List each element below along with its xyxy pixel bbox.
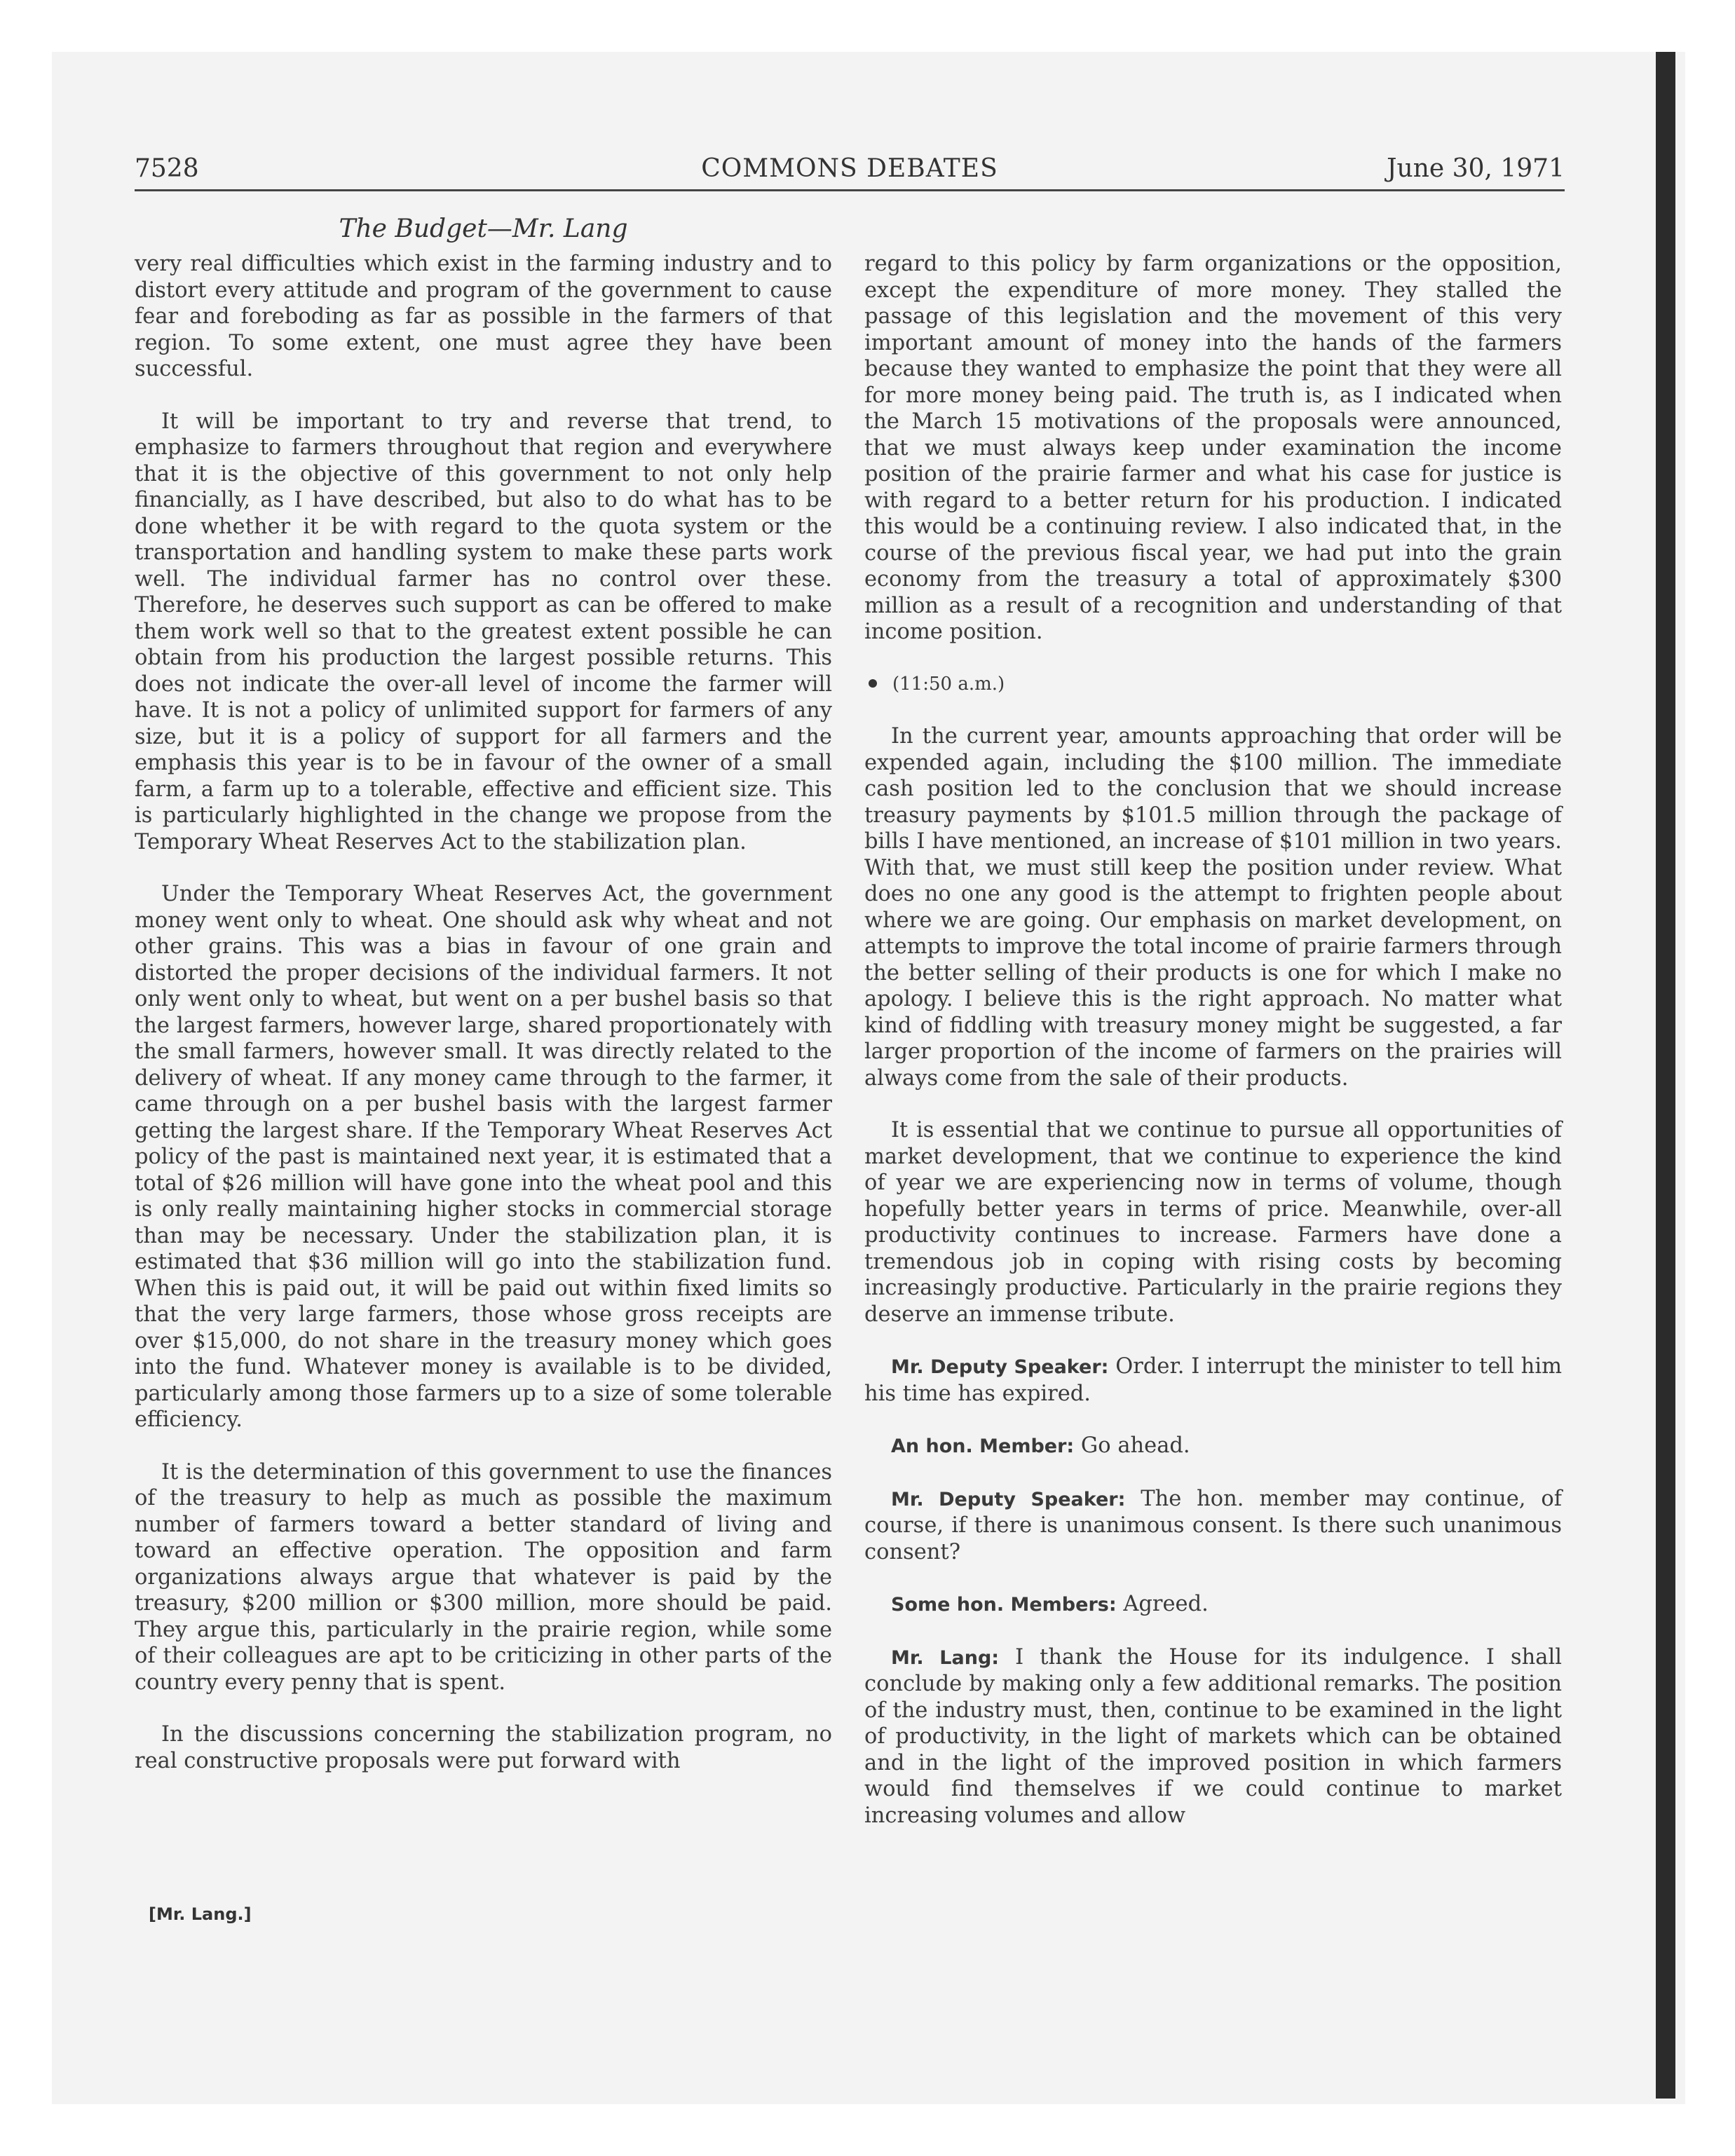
speech: Mr. Deputy Speaker: The hon. member may continue, of course, if there is unanimous consent. Is there such unanimous consent? [864,1486,1562,1564]
timestamp: (11:50 a.m.) [864,671,1562,698]
speaker-name: Mr. Deputy Speaker: [891,1356,1109,1378]
paragraph: It is the determination of this government to use the finances of the treasury to help as much as possible the maximum number of farmers toward a better standard of living and toward an effective operation. The opposition and farm organizations always argue that whatever is paid by the treasury, $200 million or $300 million, more should be paid. They argue this, particularly in the prairie region, while some of their colleagues are apt to be criticizing in other parts of the country every penny that is spent. [135,1459,832,1695]
publication-title: COMMONS DEBATES [701,154,998,183]
paragraph: Under the Temporary Wheat Reserves Act, the government money went only to wheat. One should ask why wheat and not other grains. This was a bias in favour of one grain and distorted the proper decisions of the individual farmers. It not only went only to wheat, but went on a per bushel basis so that the largest farmers, however large, shared proportionately with the small farmers, however small. It was directly related to the delivery of wheat. If any money came through to the farmer, it came through on a per bushel basis with the largest farmer getting the largest share. If the Temporary Wheat Reserves Act policy of the past is maintained next year, it is estimated that a total of $26 million will have gone into the wheat pool and this is only really maintaining higher stocks in commercial storage than may be necessary. Under the stabilization plan, it is estimated that $36 million will go into the stabilization fund. When this is paid out, it will be paid out within fixed limits so that the very large farmers, those whose gross receipts are over $15,000, do not share in the treasury money which goes into the fund. Whatever money is available is to be divided, particularly among those farmers up to a size of some tolerable efficiency. [135,882,832,1432]
paragraph: regard to this policy by farm organizations or the opposition, except the expenditure of more money. They stalled the passage of this legislation and the movement of this very important amount of money into the hands of the farmers because they wanted to emphasize the point that they were all for more money being paid. The truth is, as I indicated when the March 15 motivations of the proposals were announced, that we must always keep under examination the income position of the prairie farmer and what his case for justice is with regard to a better return for his production. I indicated this would be a continuing review. I also indicated that, in the course of the previous fiscal year, we had put into the grain economy from the treasury a total of approximately $300 million as a result of a recognition and understanding of that income position. [864,252,1562,644]
paragraph: very real difficulties which exist in the farming industry and to distort every attitude and program of the government to cause fear and foreboding as far as possible in the farmers of that region. To some extent, one must agree they have been successful. [135,252,832,381]
paragraph: In the current year, amounts approaching that order will be expended again, including the $100 million. The immediate cash position led to the conclusion that we should increase treasury payments by $101.5 million through the package of bills I have mentioned, an increase of $101 million in two years. With that, we must still keep the position under review. What does no one any good is the attempt to frighten people about where we are going. Our emphasis on market development, on attempts to improve the total income of prairie farmers through the better selling of their products is one for which I make no apology. I believe this is the right approach. No matter what kind of fiddling with treasury money might be suggested, a far larger proportion of the income of farmers on the prairies will always come from the sale of their products. [864,724,1562,1091]
bullet-icon [869,679,877,688]
paragraph: It will be important to try and reverse that trend, to emphasize to farmers throughout that region and everywhere that it is the objective of this government to not only help financially, as I have described, but also to do what has to be done whether it be with regard to the quota system or the transportation and handling system to make these parts work well. The individual farmer has no control over these. Therefore, he deserves such support as can be offered to make them work well so that to the greatest extent possible he can obtain from his production the largest possible returns. This does not indicate the over-all level of income the farmer will have. It is not a policy of unlimited support for farmers of any size, but it is a policy of support for all farmers and the emphasis this year is to be in favour of the owner of a small farm, a farm up to a tolerable, effective and efficient size. This is particularly highlighted in the change we propose from the Temporary Wheat Reserves Act to the stabilization plan. [135,409,832,854]
speech: Mr. Lang: I thank the House for its indulgence. I shall conclude by making only a few additional remarks. The position of the industry must, then, continue to be examined in the light of productivity, in the light of markets which can be obtained and in the light of the improved position in which farmers would find themselves if we could continue to market increasing volumes and allow [864,1644,1562,1828]
speaker-name: An hon. Member: [891,1435,1075,1457]
section-title: The Budget—Mr. Lang [339,214,628,243]
speech: Some hon. Members: Agreed. [891,1592,1209,1616]
left-column [135,251,832,1800]
speaker-name: Mr. Deputy Speaker: [891,1488,1126,1510]
running-header [135,153,1565,191]
right-column [864,251,1562,1855]
speaker-name: Mr. Lang: [891,1646,1000,1669]
publication-date: June 30, 1971 [1387,154,1565,183]
speech: An hon. Member: Go ahead. [891,1433,1190,1458]
paragraph: In the discussions concerning the stabilization program, no real constructive proposals were put forward with [135,1722,832,1773]
binding-edge [1656,52,1675,2099]
page-number: 7528 [135,154,199,183]
speech: Mr. Deputy Speaker: Order. I interrupt the minister to tell him his time has expired. [864,1354,1562,1406]
speaker-footer-reference: [Mr. Lang.] [149,1904,252,1924]
speaker-name: Some hon. Members: [891,1594,1117,1616]
paragraph: It is essential that we continue to pursue all opportunities of market development, that we continue to experience the kind of year we are experiencing now in terms of volume, though hopefully better years in terms of price. Meanwhile, over-all productivity continues to increase. Farmers have done a tremendous job in coping with rising costs by becoming increasingly productive. Particularly in the prairie regions they deserve an immense tribute. [864,1118,1562,1327]
